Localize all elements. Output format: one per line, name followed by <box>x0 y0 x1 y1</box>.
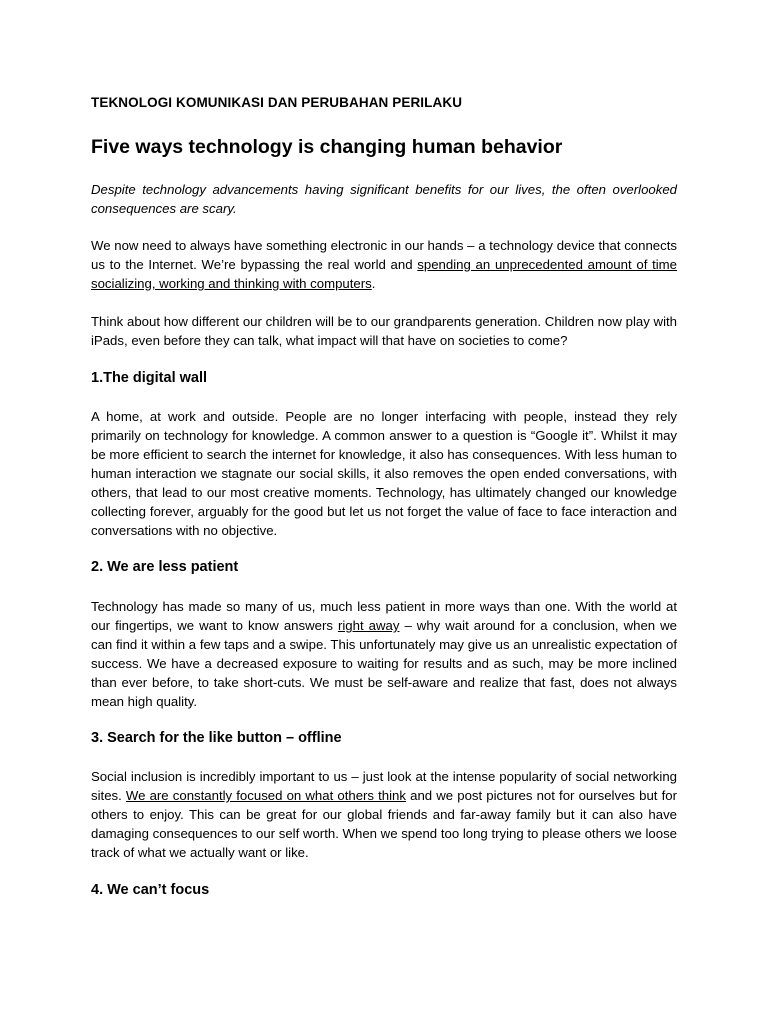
section-3-heading: 3. Search for the like button – offline <box>91 730 342 746</box>
section-2-link[interactable]: right away <box>337 618 400 633</box>
section-4-heading: 4. We can’t focus <box>91 882 210 898</box>
section-3-text-end: and we post pictures not for ourselves but for others to enjoy. This can be great for our global friends and far-away family but it can also have damaging consequences to our self worth. When we spend too long trying to please others we loose track of what we actually want or like. <box>91 788 677 860</box>
section-3-body <box>91 767 677 862</box>
section-2-text-end: – why wait around for a conclusion, when we can find it within a few taps and a swipe. This unfortunately may give us an unrealistic expectation of success. We have a decreased exposure to waiting for results and as such, may be more inclined than ever before, to take short-cuts. We must be self-aware and realize that fast, does not always mean high quality. <box>91 618 677 709</box>
document-title: TEKNOLOGI KOMUNIKASI DAN PERUBAHAN PERILAKU <box>91 95 463 110</box>
paragraph-1-link[interactable]: spending an unprecedented amount of time socializing, working and thinking with computers <box>91 257 677 291</box>
section-2-body <box>91 597 677 711</box>
section-1-body: A home, at work and outside. People are no longer interfacing with people, instead they rely primarily on technology for knowledge. A common answer to a question is “Google it”. Whilst it may be more efficient to search the internet for knowledge, it also has consequences. With less human to human interaction we stagnate our social skills, it also removes the open ended conversations, with others, that lead to our most creative moments. Technology, has ultimately changed our knowledge collecting forever, arguably for the good but let us not forget the value of face to face interaction and conversations with no objective. <box>91 409 677 538</box>
paragraph-1-text: We now need to always have something electronic in our hands – a technology device that connects us to the Internet. We’re bypassing the real world and <box>91 238 677 272</box>
section-1-heading: 1.The digital wall <box>91 370 208 386</box>
section-2-heading: 2. We are less patient <box>91 559 239 575</box>
section-3-text: Social inclusion is incredibly important to us – just look at the intense popularity of social networking sites. <box>91 769 677 803</box>
section-2-text: Technology has made so many of us, much less patient in more ways than one. With the world at our fingertips, we want to know answers <box>91 599 677 633</box>
paragraph-2: Think about how different our children will be to our grandparents generation. Children now play with iPads, even before they can talk, what impact will that have on societies to come? <box>91 314 677 348</box>
intro-paragraph: Despite technology advancements having significant benefits for our lives, the often overlooked consequences are scary. <box>91 182 677 216</box>
paragraph-1-end: . <box>371 276 376 291</box>
article-heading: Five ways technology is changing human behavior <box>91 136 563 158</box>
section-3-link[interactable]: We are constantly focused on what others think <box>125 788 406 803</box>
paragraph-1 <box>91 236 677 293</box>
